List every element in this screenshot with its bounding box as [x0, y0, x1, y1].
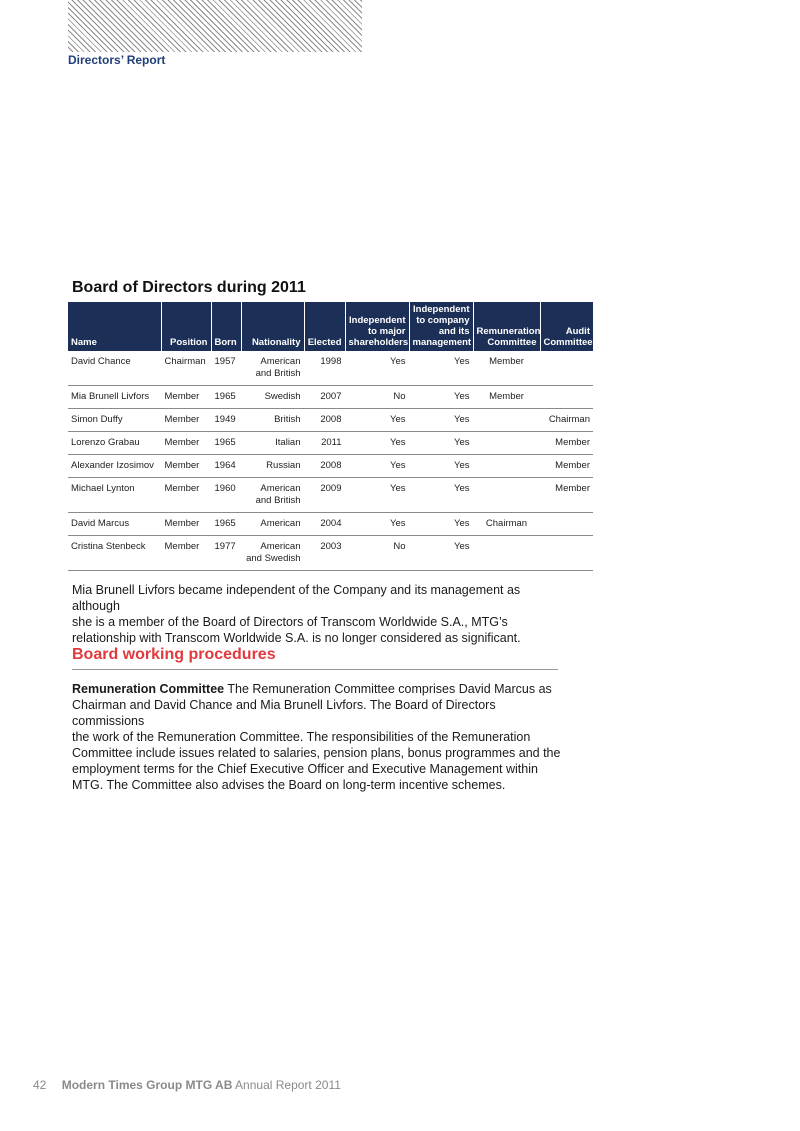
cell-audit [540, 513, 593, 536]
cell-born: 1977 [211, 536, 241, 571]
cell-audit: Chairman [540, 409, 593, 432]
cell-ind-management: Yes [409, 432, 473, 455]
cell-position: Member [161, 386, 211, 409]
cell-remuneration [473, 409, 540, 432]
independence-note: Mia Brunell Livfors became independent of the Company and its management as although she is a member of the Board of Directors of Transcom Worldwide S.A., MTG’s relationship with Transcom Worldwide S.A. is no longer considered as significant. [72, 583, 521, 645]
board-table-title: Board of Directors during 2011 [72, 279, 306, 296]
cell-nationality: British [241, 409, 304, 432]
remuneration-committee-paragraph [72, 681, 562, 793]
cell-born: 1960 [211, 478, 241, 513]
cell-name: Michael Lynton [68, 478, 161, 513]
cell-name: Alexander Izosimov [68, 455, 161, 478]
column-header-audit-committee: Audit Committee [540, 302, 593, 351]
cell-position: Member [161, 409, 211, 432]
cell-name: Simon Duffy [68, 409, 161, 432]
cell-born: 1965 [211, 513, 241, 536]
cell-name: Cristina Stenbeck [68, 536, 161, 571]
cell-position: Chairman [161, 351, 211, 386]
remuneration-committee-heading: Remuneration Committee [72, 682, 225, 696]
cell-nationality: American and British [241, 351, 304, 386]
footer-company: Modern Times Group MTG AB [61, 1078, 233, 1092]
procedures-divider [72, 669, 558, 670]
cell-remuneration [473, 536, 540, 571]
page-footer [33, 1078, 341, 1092]
cell-ind-management: Yes [409, 351, 473, 386]
cell-ind-shareholders: Yes [345, 513, 409, 536]
cell-audit [540, 351, 593, 386]
cell-nationality: Russian [241, 455, 304, 478]
cell-ind-shareholders: Yes [345, 409, 409, 432]
page-number: 42 [33, 1078, 47, 1092]
table-row [68, 536, 593, 571]
cell-ind-shareholders: No [345, 536, 409, 571]
cell-elected: 2009 [304, 478, 345, 513]
cell-name: David Chance [68, 351, 161, 386]
cell-name: Mia Brunell Livfors [68, 386, 161, 409]
table-row [68, 455, 593, 478]
cell-remuneration: Member [473, 386, 540, 409]
column-header-remuneration-committee: Remuneration Committee [473, 302, 540, 351]
section-label: Directors’ Report [68, 53, 166, 67]
column-header-nationality: Nationality [241, 302, 304, 351]
cell-position: Member [161, 478, 211, 513]
column-header-born: Born [211, 302, 241, 351]
cell-name: Lorenzo Grabau [68, 432, 161, 455]
cell-remuneration: Chairman [473, 513, 540, 536]
table-header-row [68, 302, 593, 351]
cell-audit: Member [540, 478, 593, 513]
cell-ind-management: Yes [409, 513, 473, 536]
table-row [68, 409, 593, 432]
column-header-name: Name [68, 302, 161, 351]
cell-elected: 2004 [304, 513, 345, 536]
cell-elected: 2003 [304, 536, 345, 571]
board-of-directors-table [68, 302, 593, 571]
cell-ind-shareholders: Yes [345, 432, 409, 455]
cell-ind-management: Yes [409, 536, 473, 571]
cell-elected: 1998 [304, 351, 345, 386]
column-header-position: Position [161, 302, 211, 351]
cell-position: Member [161, 536, 211, 571]
column-header-independent-shareholders: Independent to major shareholders [345, 302, 409, 351]
cell-audit [540, 536, 593, 571]
table-row [68, 386, 593, 409]
column-header-independent-management: Independent to company and its management [409, 302, 473, 351]
cell-nationality: American [241, 513, 304, 536]
cell-elected: 2011 [304, 432, 345, 455]
cell-name: David Marcus [68, 513, 161, 536]
header-hatch-pattern [68, 0, 362, 52]
cell-nationality: American and Swedish [241, 536, 304, 571]
column-header-elected: Elected [304, 302, 345, 351]
cell-nationality: Italian [241, 432, 304, 455]
cell-position: Member [161, 513, 211, 536]
cell-remuneration [473, 455, 540, 478]
cell-nationality: Swedish [241, 386, 304, 409]
cell-born: 1965 [211, 432, 241, 455]
cell-born: 1949 [211, 409, 241, 432]
cell-audit [540, 386, 593, 409]
table-row [68, 432, 593, 455]
cell-born: 1965 [211, 386, 241, 409]
cell-position: Member [161, 455, 211, 478]
cell-remuneration [473, 432, 540, 455]
cell-ind-management: Yes [409, 409, 473, 432]
footer-report: Annual Report 2011 [235, 1078, 341, 1092]
table-row [68, 351, 593, 386]
cell-elected: 2008 [304, 409, 345, 432]
cell-ind-shareholders: Yes [345, 478, 409, 513]
cell-ind-shareholders: No [345, 386, 409, 409]
table-row [68, 478, 593, 513]
cell-nationality: American and British [241, 478, 304, 513]
cell-remuneration: Member [473, 351, 540, 386]
cell-audit: Member [540, 455, 593, 478]
cell-ind-management: Yes [409, 478, 473, 513]
cell-remuneration [473, 478, 540, 513]
cell-ind-management: Yes [409, 386, 473, 409]
cell-elected: 2007 [304, 386, 345, 409]
cell-born: 1957 [211, 351, 241, 386]
procedures-heading: Board working procedures [72, 646, 276, 663]
remuneration-committee-text: The Remuneration Committee comprises David Marcus as Chairman and David Chance and Mia Brunell Livfors. The Board of Directors commissions the work of the Remuneration Committee. The responsibilities of the Remuneration Committee include issues related to salaries, pension plans, bonus programmes and the employment terms for the Chief Executive Officer and Executive Management within MTG. The Committee also advises the Board on long-term incentive schemes. [72, 682, 561, 792]
cell-born: 1964 [211, 455, 241, 478]
cell-audit: Member [540, 432, 593, 455]
cell-ind-shareholders: Yes [345, 455, 409, 478]
cell-ind-management: Yes [409, 455, 473, 478]
table-row [68, 513, 593, 536]
cell-position: Member [161, 432, 211, 455]
cell-elected: 2008 [304, 455, 345, 478]
cell-ind-shareholders: Yes [345, 351, 409, 386]
